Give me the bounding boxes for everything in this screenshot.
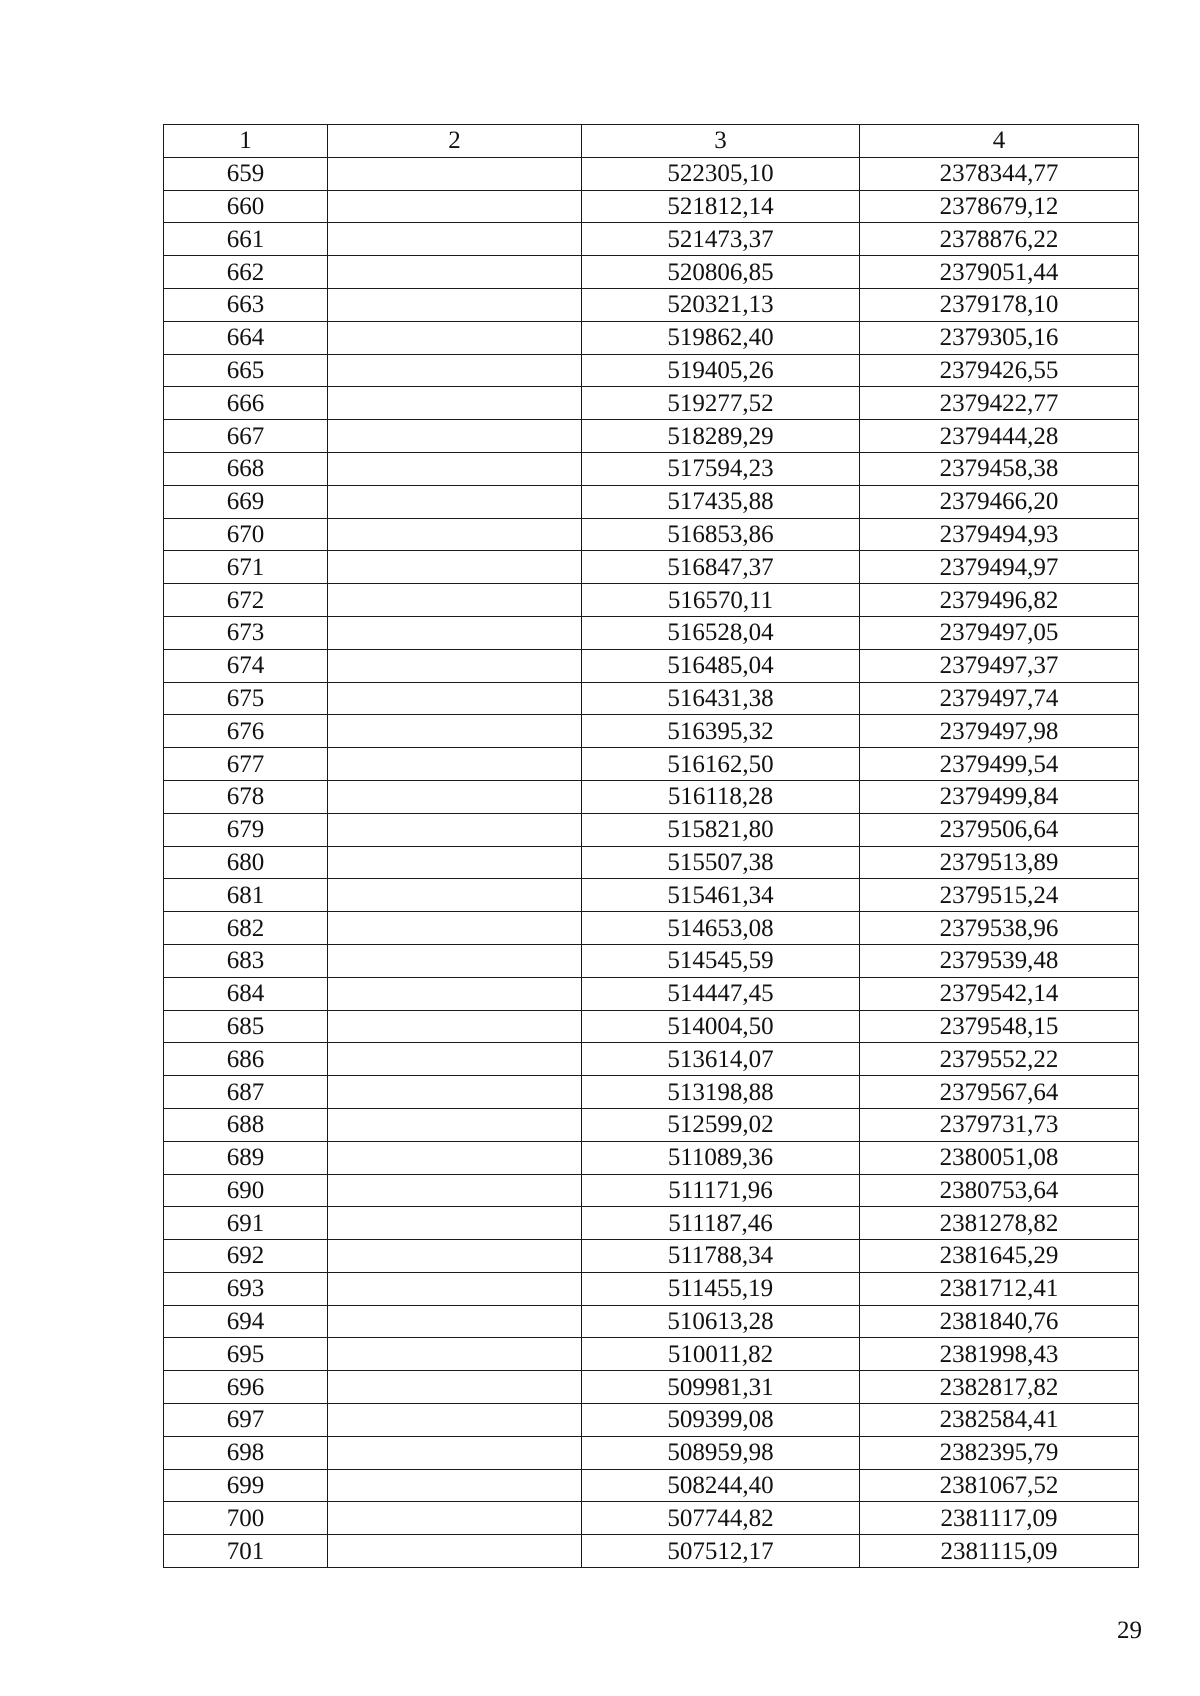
column-header-2: 2 [328, 125, 582, 158]
table-row [164, 846, 1139, 879]
x-coordinate-cell: 516431,38 [582, 682, 860, 715]
x-coordinate-cell: 513614,07 [582, 1043, 860, 1076]
empty-cell [328, 485, 582, 518]
x-coordinate-cell: 516162,50 [582, 748, 860, 781]
empty-cell [328, 1436, 582, 1469]
empty-cell [328, 944, 582, 977]
empty-cell [328, 1404, 582, 1437]
table-row [164, 616, 1139, 649]
point-number-cell: 683 [164, 944, 328, 977]
point-number-cell: 668 [164, 452, 328, 485]
x-coordinate-cell: 519405,26 [582, 354, 860, 387]
table-row [164, 1207, 1139, 1240]
point-number-cell: 664 [164, 321, 328, 354]
table-row [164, 1174, 1139, 1207]
table-row [164, 1076, 1139, 1109]
y-coordinate-cell: 2379539,48 [860, 944, 1139, 977]
y-coordinate-cell: 2379426,55 [860, 354, 1139, 387]
point-number-cell: 671 [164, 551, 328, 584]
empty-cell [328, 813, 582, 846]
point-number-cell: 692 [164, 1240, 328, 1273]
y-coordinate-cell: 2381117,09 [860, 1502, 1139, 1535]
y-coordinate-cell: 2379515,24 [860, 879, 1139, 912]
y-coordinate-cell: 2379305,16 [860, 321, 1139, 354]
point-number-cell: 689 [164, 1141, 328, 1174]
point-number-cell: 696 [164, 1371, 328, 1404]
table-row [164, 452, 1139, 485]
table-row [164, 485, 1139, 518]
empty-cell [328, 354, 582, 387]
point-number-cell: 682 [164, 912, 328, 945]
x-coordinate-cell: 516118,28 [582, 780, 860, 813]
y-coordinate-cell: 2379458,38 [860, 452, 1139, 485]
point-number-cell: 677 [164, 748, 328, 781]
table-row [164, 912, 1139, 945]
y-coordinate-cell: 2380753,64 [860, 1174, 1139, 1207]
x-coordinate-cell: 515821,80 [582, 813, 860, 846]
y-coordinate-cell: 2379499,84 [860, 780, 1139, 813]
y-coordinate-cell: 2381115,09 [860, 1535, 1139, 1568]
y-coordinate-cell: 2379497,74 [860, 682, 1139, 715]
table-row [164, 1141, 1139, 1174]
y-coordinate-cell: 2378344,77 [860, 157, 1139, 190]
y-coordinate-cell: 2379513,89 [860, 846, 1139, 879]
y-coordinate-cell: 2381278,82 [860, 1207, 1139, 1240]
table-row [164, 1404, 1139, 1437]
table-row [164, 1043, 1139, 1076]
x-coordinate-cell: 511187,46 [582, 1207, 860, 1240]
x-coordinate-cell: 516570,11 [582, 584, 860, 617]
empty-cell [328, 452, 582, 485]
point-number-cell: 659 [164, 157, 328, 190]
empty-cell [328, 616, 582, 649]
point-number-cell: 667 [164, 420, 328, 453]
x-coordinate-cell: 510613,28 [582, 1305, 860, 1338]
empty-cell [328, 223, 582, 256]
point-number-cell: 661 [164, 223, 328, 256]
y-coordinate-cell: 2379731,73 [860, 1108, 1139, 1141]
x-coordinate-cell: 520321,13 [582, 288, 860, 321]
empty-cell [328, 1141, 582, 1174]
table-row [164, 1535, 1139, 1568]
empty-cell [328, 288, 582, 321]
y-coordinate-cell: 2379422,77 [860, 387, 1139, 420]
y-coordinate-cell: 2381998,43 [860, 1338, 1139, 1371]
point-number-cell: 678 [164, 780, 328, 813]
table-row [164, 288, 1139, 321]
column-header-1: 1 [164, 125, 328, 158]
x-coordinate-cell: 509399,08 [582, 1404, 860, 1437]
y-coordinate-cell: 2382395,79 [860, 1436, 1139, 1469]
x-coordinate-cell: 508959,98 [582, 1436, 860, 1469]
y-coordinate-cell: 2382817,82 [860, 1371, 1139, 1404]
empty-cell [328, 1502, 582, 1535]
table-row [164, 715, 1139, 748]
x-coordinate-cell: 516528,04 [582, 616, 860, 649]
x-coordinate-cell: 517435,88 [582, 485, 860, 518]
table-row [164, 879, 1139, 912]
table-row [164, 1502, 1139, 1535]
x-coordinate-cell: 514545,59 [582, 944, 860, 977]
x-coordinate-cell: 512599,02 [582, 1108, 860, 1141]
x-coordinate-cell: 518289,29 [582, 420, 860, 453]
point-number-cell: 684 [164, 977, 328, 1010]
x-coordinate-cell: 516395,32 [582, 715, 860, 748]
empty-cell [328, 190, 582, 223]
table-row [164, 780, 1139, 813]
point-number-cell: 676 [164, 715, 328, 748]
point-number-cell: 697 [164, 1404, 328, 1437]
point-number-cell: 699 [164, 1469, 328, 1502]
table-row [164, 1272, 1139, 1305]
y-coordinate-cell: 2379542,14 [860, 977, 1139, 1010]
x-coordinate-cell: 514653,08 [582, 912, 860, 945]
y-coordinate-cell: 2378876,22 [860, 223, 1139, 256]
y-coordinate-cell: 2379567,64 [860, 1076, 1139, 1109]
x-coordinate-cell: 521473,37 [582, 223, 860, 256]
point-number-cell: 665 [164, 354, 328, 387]
point-number-cell: 681 [164, 879, 328, 912]
empty-cell [328, 1108, 582, 1141]
x-coordinate-cell: 507512,17 [582, 1535, 860, 1568]
point-number-cell: 660 [164, 190, 328, 223]
x-coordinate-cell: 516847,37 [582, 551, 860, 584]
table-row [164, 584, 1139, 617]
empty-cell [328, 1305, 582, 1338]
empty-cell [328, 748, 582, 781]
y-coordinate-cell: 2379051,44 [860, 256, 1139, 289]
table-row [164, 1436, 1139, 1469]
point-number-cell: 669 [164, 485, 328, 518]
x-coordinate-cell: 522305,10 [582, 157, 860, 190]
table-row [164, 551, 1139, 584]
y-coordinate-cell: 2379178,10 [860, 288, 1139, 321]
column-header-4: 4 [860, 125, 1139, 158]
empty-cell [328, 387, 582, 420]
point-number-cell: 695 [164, 1338, 328, 1371]
x-coordinate-cell: 511089,36 [582, 1141, 860, 1174]
empty-cell [328, 256, 582, 289]
y-coordinate-cell: 2379494,93 [860, 518, 1139, 551]
x-coordinate-cell: 517594,23 [582, 452, 860, 485]
point-number-cell: 694 [164, 1305, 328, 1338]
x-coordinate-cell: 514004,50 [582, 1010, 860, 1043]
table-row [164, 1338, 1139, 1371]
y-coordinate-cell: 2381067,52 [860, 1469, 1139, 1502]
point-number-cell: 673 [164, 616, 328, 649]
empty-cell [328, 551, 582, 584]
table-row [164, 649, 1139, 682]
table-row [164, 190, 1139, 223]
empty-cell [328, 1240, 582, 1273]
y-coordinate-cell: 2379499,54 [860, 748, 1139, 781]
point-number-cell: 688 [164, 1108, 328, 1141]
table-row [164, 1240, 1139, 1273]
point-number-cell: 691 [164, 1207, 328, 1240]
x-coordinate-cell: 516853,86 [582, 518, 860, 551]
x-coordinate-cell: 509981,31 [582, 1371, 860, 1404]
table-row [164, 518, 1139, 551]
x-coordinate-cell: 511788,34 [582, 1240, 860, 1273]
y-coordinate-cell: 2379552,22 [860, 1043, 1139, 1076]
y-coordinate-cell: 2379506,64 [860, 813, 1139, 846]
table-row [164, 321, 1139, 354]
empty-cell [328, 1207, 582, 1240]
x-coordinate-cell: 511171,96 [582, 1174, 860, 1207]
empty-cell [328, 1535, 582, 1568]
point-number-cell: 680 [164, 846, 328, 879]
table-row [164, 354, 1139, 387]
table-body [164, 157, 1139, 1567]
empty-cell [328, 420, 582, 453]
y-coordinate-cell: 2379466,20 [860, 485, 1139, 518]
table-header-row [164, 125, 1139, 158]
table-row [164, 682, 1139, 715]
x-coordinate-cell: 513198,88 [582, 1076, 860, 1109]
point-number-cell: 679 [164, 813, 328, 846]
point-number-cell: 662 [164, 256, 328, 289]
point-number-cell: 687 [164, 1076, 328, 1109]
page-number: 29 [1117, 1617, 1142, 1644]
point-number-cell: 693 [164, 1272, 328, 1305]
table-row [164, 157, 1139, 190]
x-coordinate-cell: 516485,04 [582, 649, 860, 682]
x-coordinate-cell: 511455,19 [582, 1272, 860, 1305]
table-row [164, 1108, 1139, 1141]
point-number-cell: 698 [164, 1436, 328, 1469]
empty-cell [328, 649, 582, 682]
empty-cell [328, 157, 582, 190]
empty-cell [328, 321, 582, 354]
point-number-cell: 686 [164, 1043, 328, 1076]
y-coordinate-cell: 2379497,98 [860, 715, 1139, 748]
table-row [164, 813, 1139, 846]
y-coordinate-cell: 2380051,08 [860, 1141, 1139, 1174]
y-coordinate-cell: 2379538,96 [860, 912, 1139, 945]
point-number-cell: 674 [164, 649, 328, 682]
x-coordinate-cell: 520806,85 [582, 256, 860, 289]
x-coordinate-cell: 514447,45 [582, 977, 860, 1010]
table-row [164, 748, 1139, 781]
empty-cell [328, 1338, 582, 1371]
point-number-cell: 672 [164, 584, 328, 617]
empty-cell [328, 1174, 582, 1207]
empty-cell [328, 584, 582, 617]
x-coordinate-cell: 515461,34 [582, 879, 860, 912]
empty-cell [328, 1076, 582, 1109]
empty-cell [328, 846, 582, 879]
empty-cell [328, 518, 582, 551]
x-coordinate-cell: 519862,40 [582, 321, 860, 354]
empty-cell [328, 682, 582, 715]
table-row [164, 223, 1139, 256]
table-row [164, 420, 1139, 453]
y-coordinate-cell: 2382584,41 [860, 1404, 1139, 1437]
point-number-cell: 690 [164, 1174, 328, 1207]
table-row [164, 977, 1139, 1010]
x-coordinate-cell: 507744,82 [582, 1502, 860, 1535]
empty-cell [328, 977, 582, 1010]
table-row [164, 1469, 1139, 1502]
y-coordinate-cell: 2379444,28 [860, 420, 1139, 453]
point-number-cell: 670 [164, 518, 328, 551]
empty-cell [328, 1272, 582, 1305]
table-row [164, 1371, 1139, 1404]
y-coordinate-cell: 2381645,29 [860, 1240, 1139, 1273]
y-coordinate-cell: 2379496,82 [860, 584, 1139, 617]
x-coordinate-cell: 515507,38 [582, 846, 860, 879]
x-coordinate-cell: 508244,40 [582, 1469, 860, 1502]
x-coordinate-cell: 521812,14 [582, 190, 860, 223]
table-row [164, 387, 1139, 420]
coordinates-table [163, 124, 1139, 1568]
empty-cell [328, 1371, 582, 1404]
y-coordinate-cell: 2379497,37 [860, 649, 1139, 682]
point-number-cell: 675 [164, 682, 328, 715]
table-row [164, 944, 1139, 977]
empty-cell [328, 715, 582, 748]
point-number-cell: 666 [164, 387, 328, 420]
y-coordinate-cell: 2379497,05 [860, 616, 1139, 649]
point-number-cell: 663 [164, 288, 328, 321]
empty-cell [328, 879, 582, 912]
empty-cell [328, 912, 582, 945]
empty-cell [328, 780, 582, 813]
y-coordinate-cell: 2379494,97 [860, 551, 1139, 584]
x-coordinate-cell: 519277,52 [582, 387, 860, 420]
table-row [164, 1305, 1139, 1338]
empty-cell [328, 1010, 582, 1043]
y-coordinate-cell: 2378679,12 [860, 190, 1139, 223]
point-number-cell: 685 [164, 1010, 328, 1043]
x-coordinate-cell: 510011,82 [582, 1338, 860, 1371]
y-coordinate-cell: 2381712,41 [860, 1272, 1139, 1305]
empty-cell [328, 1043, 582, 1076]
column-header-3: 3 [582, 125, 860, 158]
y-coordinate-cell: 2379548,15 [860, 1010, 1139, 1043]
table-row [164, 1010, 1139, 1043]
y-coordinate-cell: 2381840,76 [860, 1305, 1139, 1338]
table-row [164, 256, 1139, 289]
point-number-cell: 701 [164, 1535, 328, 1568]
point-number-cell: 700 [164, 1502, 328, 1535]
empty-cell [328, 1469, 582, 1502]
